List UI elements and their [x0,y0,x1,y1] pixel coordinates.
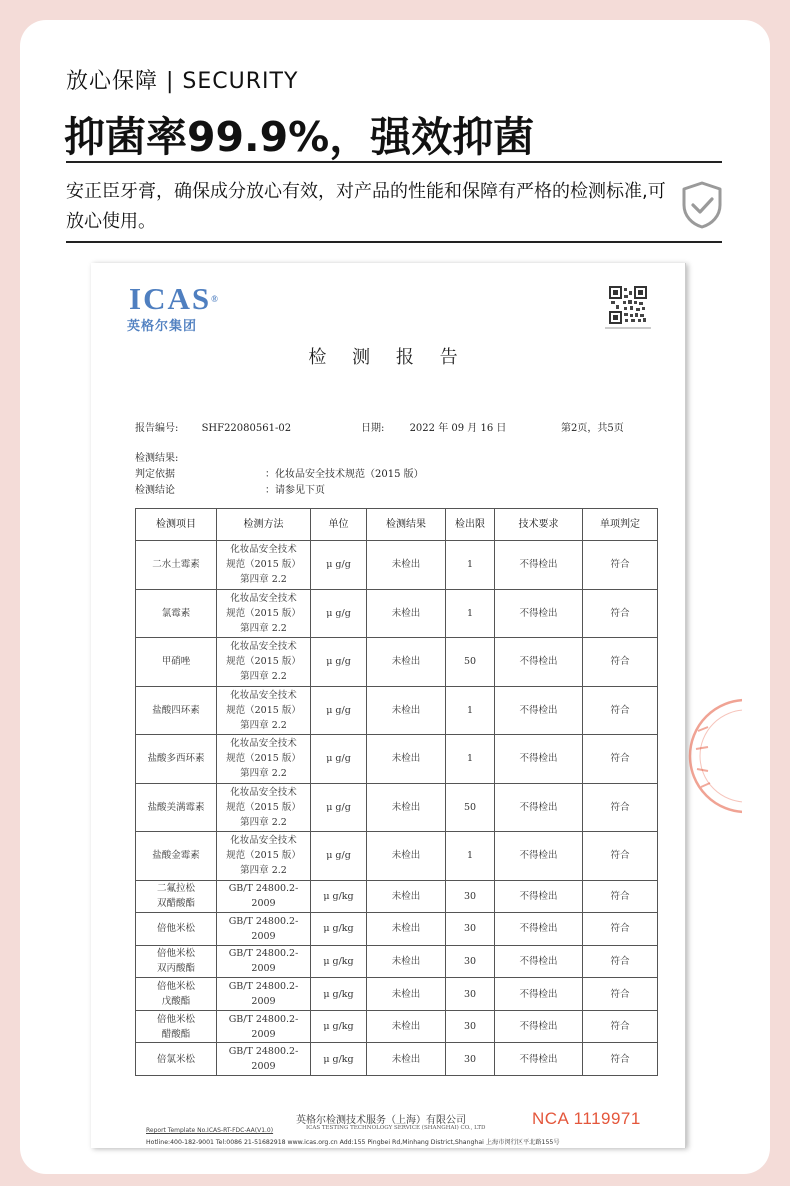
cell-method: GB/T 24800.2-2009 [217,913,311,946]
cell-limit: 1 [446,735,495,784]
cell-unit: μ g/kg [311,880,367,913]
icas-logo-text: ICAS [129,281,212,316]
conclusion-row [135,481,325,496]
cell-item: 盐酸美满霉素 [136,783,217,832]
table-row [136,783,658,832]
cell-requirement: 不得检出 [495,1043,583,1076]
table-row [136,638,658,687]
basis-value: ：化妆品安全技术规范（2015 版） [265,469,424,480]
cell-limit: 1 [446,686,495,735]
cell-unit: μ g/g [311,541,367,590]
cell-limit: 30 [446,913,495,946]
cell-requirement: 不得检出 [495,832,583,881]
registered-mark: ® [211,294,218,304]
cell-item: 盐酸多西环素 [136,735,217,784]
table-row [136,832,658,881]
cell-result: 未检出 [367,978,446,1011]
cell-requirement: 不得检出 [495,913,583,946]
section-kicker: 放心保障 | SECURITY [66,69,299,94]
test-report-document [91,263,686,1148]
column-header: 检测结果 [367,509,446,541]
cell-result: 未检出 [367,1043,446,1076]
table-row [136,1043,658,1076]
shield-check-icon [680,180,724,230]
cell-verdict: 符合 [583,1010,658,1043]
table-row [136,1010,658,1043]
cell-method: GB/T 24800.2-2009 [217,880,311,913]
report-number: SHF22080561-02 [201,423,292,434]
cell-result: 未检出 [367,913,446,946]
column-header: 单项判定 [583,509,658,541]
cell-verdict: 符合 [583,1043,658,1076]
conclusion-label: 检测结论 [135,485,175,496]
cell-requirement: 不得检出 [495,945,583,978]
cell-item: 倍他米松 双丙酸酯 [136,945,217,978]
cell-item: 盐酸四环素 [136,686,217,735]
cell-method: 化妆品安全技术 规范（2015 版） 第四章 2.2 [217,589,311,638]
table-row [136,686,658,735]
cell-requirement: 不得检出 [495,783,583,832]
company-seal-stamp [684,691,742,821]
cell-verdict: 符合 [583,913,658,946]
cell-unit: μ g/kg [311,1043,367,1076]
table-header-row [136,509,658,541]
cell-verdict: 符合 [583,832,658,881]
headline: 抑菌率99.9%，强效抑菌 [64,113,535,161]
cell-method: GB/T 24800.2-2009 [217,945,311,978]
cell-method: 化妆品安全技术 规范（2015 版） 第四章 2.2 [217,686,311,735]
qr-code-icon [609,286,647,324]
cell-verdict: 符合 [583,945,658,978]
cell-method: 化妆品安全技术 规范（2015 版） 第四章 2.2 [217,541,311,590]
icas-logo [129,283,218,315]
cell-verdict: 符合 [583,783,658,832]
table-row [136,978,658,1011]
cell-unit: μ g/g [311,589,367,638]
cell-verdict: 符合 [583,735,658,784]
report-date-label: 日期: [361,423,385,434]
cell-unit: μ g/kg [311,913,367,946]
cell-unit: μ g/g [311,638,367,687]
report-page: 第2页，共5页 [561,423,624,434]
cell-method: 化妆品安全技术 规范（2015 版） 第四章 2.2 [217,832,311,881]
cell-method: GB/T 24800.2-2009 [217,978,311,1011]
results-table [135,508,658,1076]
cell-unit: μ g/g [311,783,367,832]
cell-item: 盐酸金霉素 [136,832,217,881]
cell-limit: 1 [446,832,495,881]
nca-number: NCA 1119971 [532,1109,641,1128]
cell-requirement: 不得检出 [495,686,583,735]
company-name-cn: 英格尔检测技术服务（上海）有限公司 [296,1115,466,1126]
qr-caption-line [605,327,651,329]
cell-limit: 1 [446,541,495,590]
cell-result: 未检出 [367,589,446,638]
cell-result: 未检出 [367,1010,446,1043]
basis-row [135,465,424,480]
cell-requirement: 不得检出 [495,638,583,687]
cell-requirement: 不得检出 [495,1010,583,1043]
cell-verdict: 符合 [583,880,658,913]
basis-label: 判定依据 [135,469,175,480]
cell-limit: 30 [446,1043,495,1076]
cell-method: 化妆品安全技术 规范（2015 版） 第四章 2.2 [217,638,311,687]
cell-item: 倍氯米松 [136,1043,217,1076]
cell-verdict: 符合 [583,686,658,735]
cell-result: 未检出 [367,686,446,735]
cell-result: 未检出 [367,880,446,913]
table-row [136,913,658,946]
report-title: 检 测 报 告 [308,347,468,368]
cell-unit: μ g/kg [311,1010,367,1043]
column-header: 检出限 [446,509,495,541]
report-number-row [135,419,291,434]
cell-limit: 30 [446,945,495,978]
cell-verdict: 符合 [583,638,658,687]
cell-verdict: 符合 [583,978,658,1011]
cell-verdict: 符合 [583,589,658,638]
table-row [136,589,658,638]
cell-item: 倍他米松 [136,913,217,946]
cell-item: 氯霉素 [136,589,217,638]
cell-limit: 50 [446,783,495,832]
cell-requirement: 不得检出 [495,589,583,638]
cell-unit: μ g/kg [311,978,367,1011]
cell-result: 未检出 [367,735,446,784]
cell-method: 化妆品安全技术 规范（2015 版） 第四章 2.2 [217,783,311,832]
table-row [136,735,658,784]
contact-line: Hotline:400-182-9001 Tel:0086 21-51682918 www.icas.org.cn Add:155 Pingbei Rd,Minhang District,Shanghai 上海市闵行区平北路155号 [146,1139,560,1146]
description-text: 安正臣牙膏，确保成分放心有效，对产品的性能和保障有严格的检测标准,可放心使用。 [66,181,666,232]
cell-requirement: 不得检出 [495,735,583,784]
cell-item: 甲硝唑 [136,638,217,687]
divider-bottom [66,241,722,243]
cell-item: 倍他米松 戊酸酯 [136,978,217,1011]
cell-limit: 30 [446,880,495,913]
table-row [136,945,658,978]
cell-item: 二水土霉素 [136,541,217,590]
cell-unit: μ g/g [311,735,367,784]
table-row [136,880,658,913]
column-header: 单位 [311,509,367,541]
divider-top [66,161,722,163]
cell-result: 未检出 [367,541,446,590]
conclusion-value: ：请参见下页 [265,485,325,496]
template-number: Report Template No.ICAS-RT-FDC-AA(V1.0) [146,1127,274,1134]
column-header: 检测方法 [217,509,311,541]
cell-limit: 30 [446,978,495,1011]
cell-requirement: 不得检出 [495,541,583,590]
cell-result: 未检出 [367,832,446,881]
cell-requirement: 不得检出 [495,880,583,913]
cell-verdict: 符合 [583,541,658,590]
cell-unit: μ g/g [311,686,367,735]
cell-limit: 30 [446,1010,495,1043]
results-label: 检测结果: [135,453,179,464]
report-date: 2022 年 09 月 16 日 [409,423,507,434]
icas-subtitle: 英格尔集团 [127,319,198,334]
cell-item: 二氟拉松 双醋酸酯 [136,880,217,913]
cell-unit: μ g/kg [311,945,367,978]
cell-result: 未检出 [367,638,446,687]
cell-method: GB/T 24800.2-2009 [217,1010,311,1043]
cell-method: 化妆品安全技术 规范（2015 版） 第四章 2.2 [217,735,311,784]
report-date-row [361,419,506,434]
column-header: 技术要求 [495,509,583,541]
cell-unit: μ g/g [311,832,367,881]
cell-method: GB/T 24800.2-2009 [217,1043,311,1076]
report-number-label: 报告编号: [135,423,179,434]
cell-result: 未检出 [367,945,446,978]
cell-limit: 50 [446,638,495,687]
company-name-en: ICAS TESTING TECHNOLOGY SERVICE (SHANGHAI) CO., LTD [306,1125,486,1131]
column-header: 检测项目 [136,509,217,541]
security-card [20,20,770,1174]
cell-limit: 1 [446,589,495,638]
cell-item: 倍他米松 醋酸酯 [136,1010,217,1043]
table-row [136,541,658,590]
cell-requirement: 不得检出 [495,978,583,1011]
cell-result: 未检出 [367,783,446,832]
